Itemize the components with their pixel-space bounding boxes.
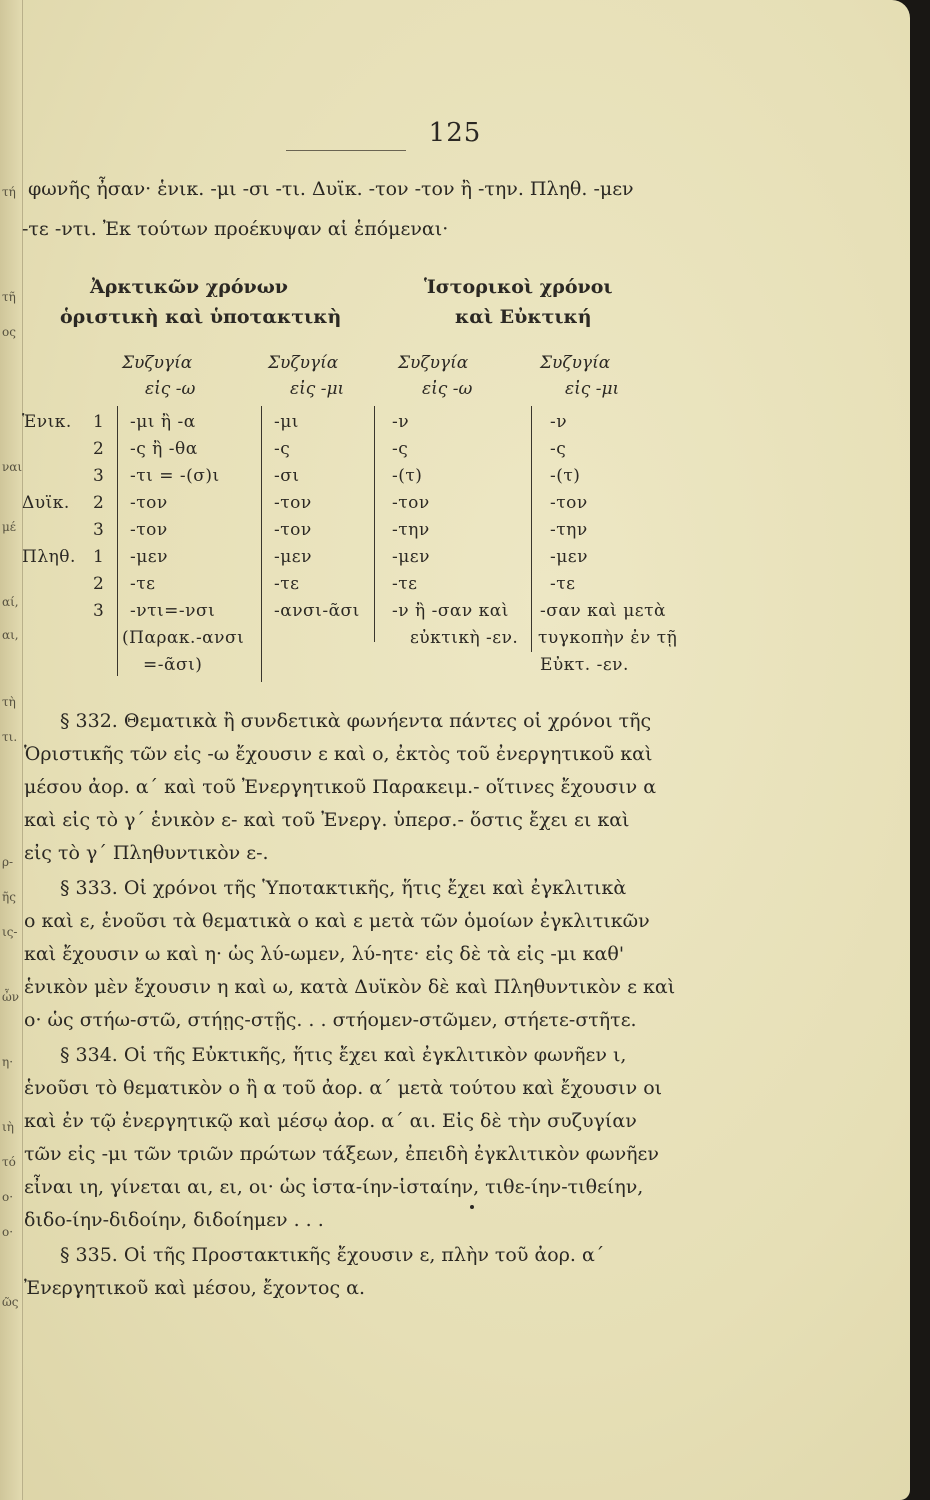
table-cell: -τε	[392, 574, 418, 594]
table-cell: -μεν	[274, 547, 312, 567]
margin-fragment: ῶς	[2, 1295, 19, 1309]
margin-fragment: τό	[2, 1155, 16, 1169]
paragraph-line: εἰς τὸ γ΄ Πληθυντικὸν ε-.	[24, 842, 269, 864]
table-cell: -ς	[550, 439, 567, 459]
table-cell: -τον	[130, 520, 168, 540]
margin-fragment: ναι	[2, 460, 23, 474]
margin-fragment: ις-	[2, 925, 18, 939]
table-group-label: Δυϊκ.	[22, 493, 70, 513]
intro-line: -τε -ντι. Ἐκ τούτων προέκυψαν αἱ ἑπόμεναι·	[22, 218, 449, 240]
table-cell: -ντι=-νσι	[130, 601, 216, 621]
table-cell: -ν ἢ -σαν καὶ	[392, 601, 509, 621]
page-number-rule	[286, 150, 406, 151]
heading-optative: καὶ Εὐκτική	[455, 306, 592, 328]
table-rule	[261, 406, 262, 682]
table-person-number: 2	[93, 439, 105, 459]
heading-historical-tenses: Ἱστορικοὶ χρόνοι	[424, 276, 613, 298]
table-person-number: 1	[93, 547, 105, 567]
paragraph-line: εἶναι ιη, γίνεται αι, ει, οι· ὡς ἱστα-ίην-ἱσταίην, τιθε-ίην-τιθείην,	[24, 1176, 644, 1198]
paragraph-line: Ὁριστικῆς τῶν εἰς -ω ἔχουσιν ε καὶ ο, ἐκτὸς τοῦ ἐνεργητικοῦ καὶ	[24, 743, 653, 765]
table-cell: =-ᾶσι)	[143, 655, 203, 675]
margin-fragment: ος	[2, 325, 16, 339]
table-cell: -τι = -(σ)ι	[130, 466, 220, 486]
ink-spot	[470, 1205, 474, 1209]
margin-fragment: ο·	[2, 1190, 14, 1204]
table-person-number: 2	[93, 493, 105, 513]
table-cell: -τε	[274, 574, 300, 594]
paragraph-line: τῶν εἰς -μι τῶν τριῶν πρώτων τάξεων, ἐπειδὴ ἐγκλιτικὸν φωνῆεν	[24, 1143, 659, 1165]
binding-gutter	[0, 0, 23, 1500]
heading-indicative-subjunctive: ὁριστικὴ καὶ ὑποτακτικὴ	[60, 306, 342, 328]
margin-fragment: μέ	[2, 520, 17, 534]
heading-primary-tenses: Ἀρκτικῶν χρόνων	[90, 276, 288, 298]
paragraph-line: § 333. Οἱ χρόνοι τῆς Ὑποτακτικῆς, ἥτις ἔχει καὶ ἐγκλιτικὰ	[60, 877, 627, 899]
paragraph-line: καὶ ἐν τῷ ἐνεργητικῷ καὶ μέσῳ ἀορ. α΄ αι. Εἰς δὲ τὴν συζυγίαν	[24, 1110, 637, 1132]
margin-fragment: ο·	[2, 1225, 14, 1239]
paragraph-line: § 334. Οἱ τῆς Εὐκτικῆς, ἥτις ἔχει καὶ ἐγκλιτικὸν φωνῆεν ι,	[60, 1044, 627, 1066]
table-cell: -μι	[274, 412, 299, 432]
table-cell: -ανσι-ᾶσι	[274, 601, 360, 621]
table-cell: -ς ἢ -θα	[130, 439, 198, 459]
table-cell: -τον	[130, 493, 168, 513]
paragraph-line: § 332. Θεματικὰ ἢ συνδετικὰ φωνήεντα πάντες οἱ χρόνοι τῆς	[60, 710, 652, 732]
table-cell: -σαν καὶ μετὰ	[540, 601, 666, 621]
table-cell: -μεν	[392, 547, 430, 567]
table-person-number: 3	[93, 601, 105, 621]
table-cell: -την	[550, 520, 588, 540]
table-cell: -τον	[550, 493, 588, 513]
margin-fragment: τι.	[2, 730, 18, 744]
table-cell: -τε	[550, 574, 576, 594]
margin-fragment: η·	[2, 1055, 14, 1069]
margin-fragment: τῆ	[2, 290, 16, 304]
paragraph-line: § 335. Οἱ τῆς Προστακτικῆς ἔχουσιν ε, πλὴν τοῦ ἀορ. α΄	[60, 1244, 605, 1266]
table-cell: -ν	[392, 412, 410, 432]
table-person-number: 3	[93, 466, 105, 486]
table-cell: -(τ)	[550, 466, 581, 486]
table-person-number: 1	[93, 412, 105, 432]
paragraph-line: ἑνικὸν μὲν ἔχουσιν η καὶ ω, κατὰ Δυϊκὸν δὲ καὶ Πληθυντικὸν ε καὶ	[24, 976, 676, 998]
table-cell: Εὐκτ. -εν.	[540, 655, 629, 675]
column-title: Συζυγία	[122, 353, 193, 373]
column-subtitle: εἰς -μι	[290, 379, 345, 399]
table-cell: τυγκοπὴν ἐν τῇ	[538, 628, 678, 648]
column-subtitle: εἰς -ω	[145, 379, 196, 399]
margin-fragment: αι,	[2, 628, 19, 642]
table-person-number: 3	[93, 520, 105, 540]
paragraph-line: διδο-ίην-διδοίην, διδοίημεν . . .	[24, 1209, 324, 1231]
table-cell: -τον	[392, 493, 430, 513]
table-rule	[531, 406, 532, 652]
column-subtitle: εἰς -μι	[565, 379, 620, 399]
paragraph-line: Ἐνεργητικοῦ καὶ μέσου, ἔχοντος α.	[24, 1277, 365, 1299]
margin-fragment: ὦν	[2, 990, 20, 1004]
table-cell: -τον	[274, 493, 312, 513]
paragraph-line: ο· ὡς στήω-στῶ, στήῃς-στῇς. . . στήομεν-στῶμεν, στήετε-στῆτε.	[24, 1009, 637, 1031]
column-title: Συζυγία	[540, 353, 611, 373]
intro-line: φωνῆς ἦσαν· ἑνικ. -μι -σι -τι. Δυϊκ. -τον -τον ἢ -την. Πληθ. -μεν	[28, 178, 634, 200]
margin-fragment: ρ-	[2, 855, 14, 869]
page-number: 125	[428, 118, 482, 148]
table-cell: -ς	[274, 439, 291, 459]
table-cell: εὐκτικὴ -εν.	[410, 628, 519, 648]
table-rule	[374, 406, 375, 642]
paragraph-line: μέσου ἀορ. α΄ καὶ τοῦ Ἐνεργητικοῦ Παρακειμ.- οἵτινες ἔχουσιν α	[24, 776, 657, 798]
paragraph-line: ο καὶ ε, ἑνοῦσι τὰ θεματικὰ ο καὶ ε μετὰ τῶν ὁμοίων ἐγκλιτικῶν	[24, 910, 650, 932]
table-cell: -μεν	[550, 547, 588, 567]
table-group-label: Πληθ.	[22, 547, 76, 567]
table-person-number: 2	[93, 574, 105, 594]
paragraph-line: καὶ εἰς τὸ γ΄ ἑνικὸν ε- καὶ τοῦ Ἐνεργ. ὑπερσ.- ὅστις ἔχει ει καὶ	[24, 809, 630, 831]
table-cell: -ς	[392, 439, 409, 459]
table-cell: -τον	[274, 520, 312, 540]
table-group-label: Ἑνικ.	[22, 412, 72, 432]
table-cell: -σι	[274, 466, 300, 486]
table-cell: -μεν	[130, 547, 168, 567]
table-cell: -τε	[130, 574, 156, 594]
table-cell: -μι ἢ -α	[130, 412, 196, 432]
paragraph-line: καὶ ἔχουσιν ω καὶ η· ὡς λύ-ωμεν, λύ-ητε· εἰς δὲ τὰ εἰς -μι καθ'	[24, 943, 625, 965]
margin-fragment: τή	[2, 185, 16, 199]
margin-fragment: τὴ	[2, 695, 16, 709]
table-rule	[117, 406, 118, 676]
column-title: Συζυγία	[398, 353, 469, 373]
table-cell: (Παρακ.-ανσι	[122, 628, 245, 648]
column-subtitle: εἰς -ω	[422, 379, 473, 399]
column-title: Συζυγία	[268, 353, 339, 373]
margin-fragment: ῆς	[2, 890, 16, 904]
table-cell: -την	[392, 520, 430, 540]
margin-fragment: αί,	[2, 595, 19, 609]
table-cell: -ν	[550, 412, 568, 432]
margin-fragment: ιὴ	[2, 1120, 14, 1134]
table-cell: -(τ)	[392, 466, 423, 486]
paragraph-line: ἑνοῦσι τὸ θεματικὸν ο ἢ α τοῦ ἀορ. α΄ μετὰ τούτου καὶ ἔχουσιν οι	[24, 1077, 663, 1099]
